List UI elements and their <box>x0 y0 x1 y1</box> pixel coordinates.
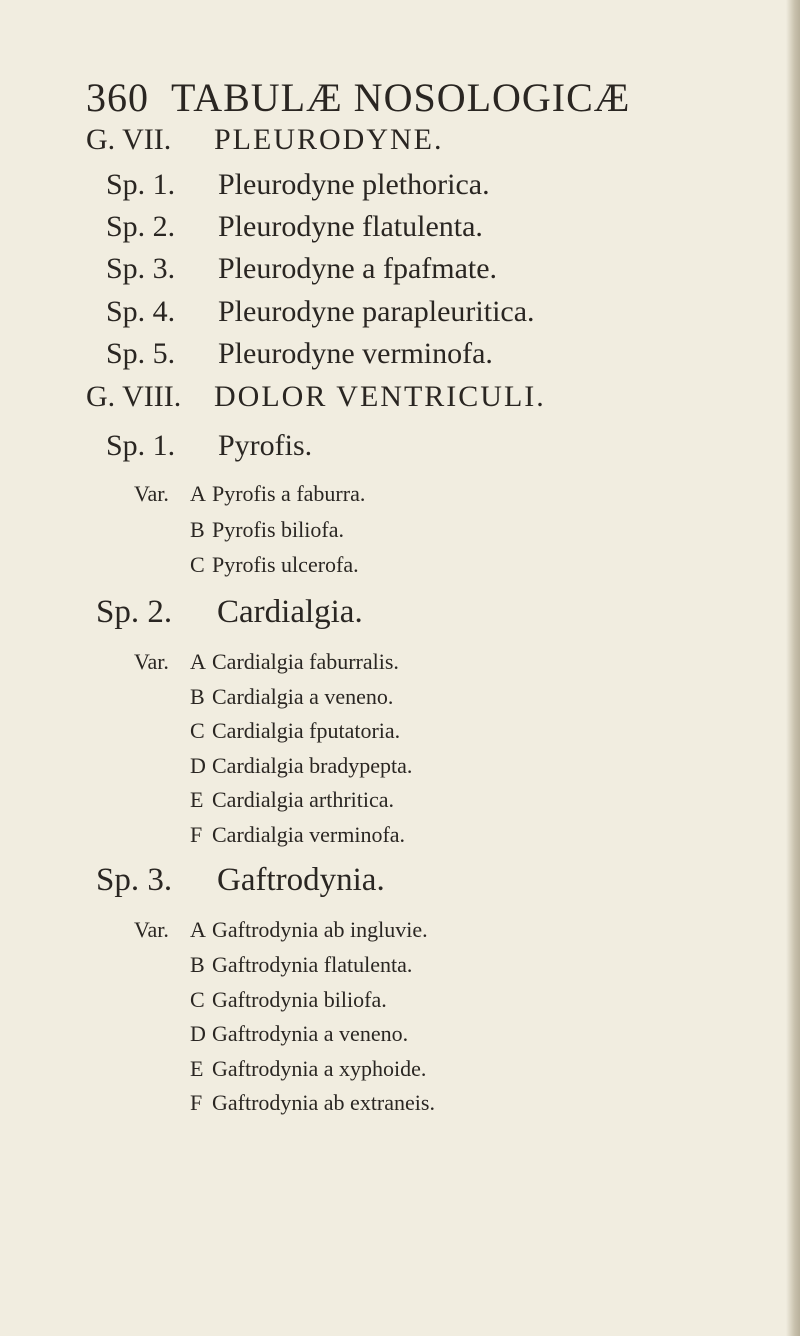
species-name: Pleurodyne plethorica. <box>218 168 490 201</box>
variety-text: Cardialgia verminofa. <box>212 822 406 847</box>
variety-text: Cardialgia bradypepta. <box>212 753 413 778</box>
species-name: Gaftrodynia. <box>217 862 385 898</box>
variety-letter: E <box>190 787 204 812</box>
species-name: Pleurodyne a fpafmate. <box>218 252 498 285</box>
variety-text: Gaftrodynia ab ingluvie. <box>212 917 428 942</box>
variety-entry <box>190 1056 426 1082</box>
variety-text: Gaftrodynia flatulenta. <box>212 952 413 977</box>
variety-text: Cardialgia arthritica. <box>212 787 395 812</box>
running-title: TABULÆ NOSOLOGICÆ <box>171 75 631 120</box>
variety-letter: F <box>190 822 203 847</box>
variety-letter: D <box>190 753 206 778</box>
variety-entry <box>190 987 387 1013</box>
genus-title: DOLOR VENTRICULI. <box>214 380 546 413</box>
species-entry <box>106 429 312 463</box>
species-entry <box>106 168 490 202</box>
species-label: Sp. 5. <box>106 337 176 370</box>
variety-text: Cardialgia a veneno. <box>212 684 394 709</box>
variety-text: Cardialgia fputatoria. <box>212 718 401 743</box>
variety-entry <box>190 517 344 543</box>
variety-text: Gaftrodynia biliofa. <box>212 987 387 1012</box>
variety-entry <box>190 718 400 744</box>
species-label: Sp. 2. <box>96 594 173 630</box>
genus-label: G. VIII. <box>86 380 182 413</box>
variety-text: Pyrofis a faburra. <box>212 481 366 506</box>
variety-text: Pyrofis ulcerofa. <box>212 552 359 577</box>
species-name: Pleurodyne parapleuritica. <box>218 295 535 328</box>
variety-letter: E <box>190 1056 204 1081</box>
variety-entry <box>134 481 365 507</box>
variety-label: Var. <box>134 649 169 674</box>
variety-entry <box>190 822 405 848</box>
species-name: Pyrofis. <box>218 429 313 462</box>
running-header <box>86 74 630 121</box>
variety-entry <box>190 753 412 779</box>
variety-entry <box>190 787 394 813</box>
variety-letter: C <box>190 552 205 577</box>
variety-entry <box>190 952 412 978</box>
species-label: Sp. 2. <box>106 210 176 243</box>
variety-entry <box>190 1090 435 1116</box>
variety-letter: F <box>190 1090 203 1115</box>
genus-heading <box>86 123 444 157</box>
species-label: Sp. 1. <box>106 429 176 462</box>
genus-heading <box>86 380 546 414</box>
species-entry <box>106 337 493 371</box>
variety-letter: A <box>190 649 206 674</box>
variety-letter: C <box>190 987 205 1012</box>
species-label: Sp. 3. <box>96 862 173 898</box>
variety-entry <box>190 684 393 710</box>
genus-label: G. VII. <box>86 123 172 156</box>
variety-entry <box>190 1021 408 1047</box>
variety-letter: B <box>190 684 205 709</box>
variety-text: Gaftrodynia a xyphoide. <box>212 1056 427 1081</box>
species-entry <box>96 594 363 631</box>
variety-letter: B <box>190 952 205 977</box>
variety-label: Var. <box>134 917 169 942</box>
variety-text: Pyrofis biliofa. <box>212 517 344 542</box>
species-name: Pleurodyne flatulenta. <box>218 210 483 243</box>
variety-text: Gaftrodynia ab extraneis. <box>212 1090 435 1115</box>
species-entry <box>106 210 483 244</box>
page-number: 360 <box>86 75 149 120</box>
species-name: Cardialgia. <box>217 594 363 630</box>
variety-entry <box>190 552 359 578</box>
species-label: Sp. 1. <box>106 168 176 201</box>
variety-letter: D <box>190 1021 206 1046</box>
species-name: Pleurodyne verminofa. <box>218 337 493 370</box>
genus-title: PLEURODYNE. <box>214 123 444 156</box>
variety-letter: C <box>190 718 205 743</box>
species-entry <box>106 252 497 286</box>
species-entry <box>96 862 385 899</box>
variety-entry <box>134 917 428 943</box>
variety-letter: A <box>190 917 206 942</box>
variety-label: Var. <box>134 481 169 506</box>
page-edge-shadow <box>786 0 800 1336</box>
variety-text: Cardialgia faburralis. <box>212 649 399 674</box>
species-entry <box>106 295 535 329</box>
species-label: Sp. 4. <box>106 295 176 328</box>
variety-text: Gaftrodynia a veneno. <box>212 1021 409 1046</box>
variety-letter: B <box>190 517 205 542</box>
variety-entry <box>134 649 399 675</box>
species-label: Sp. 3. <box>106 252 176 285</box>
variety-letter: A <box>190 481 206 506</box>
